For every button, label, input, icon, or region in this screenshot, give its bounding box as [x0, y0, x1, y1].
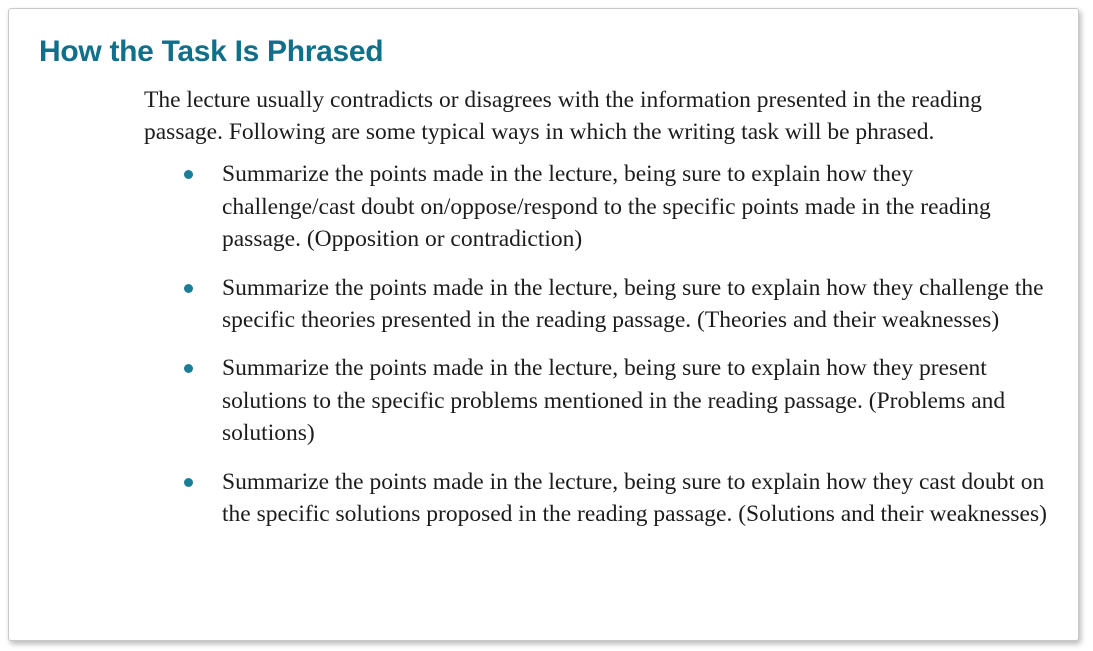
phrasing-list [39, 158, 1052, 530]
list-item [184, 272, 1052, 337]
intro-paragraph: The lecture usually contradicts or disagrees with the information presented in the reading passage. Following are some typical ways in which the writing task will be phrased. [144, 87, 982, 146]
bullet-dot-icon [184, 170, 193, 179]
list-item-text: Summarize the points made in the lecture, being sure to explain how they challenge/cast doubt on/oppose/respond to the specific points made in the reading passage. (Opposition or contradiction) [222, 161, 991, 253]
bullet-dot-icon [184, 364, 193, 373]
bullet-dot-icon [184, 478, 193, 487]
bullet-dot-icon [184, 284, 193, 293]
list-item [184, 466, 1052, 531]
list-item [184, 352, 1052, 449]
list-item-text: Summarize the points made in the lecture, being sure to explain how they present solutions to the specific problems mentioned in the reading passage. (Problems and solutions) [222, 355, 1006, 447]
list-item-text: Summarize the points made in the lecture, being sure to explain how they challenge the specific theories presented in the reading passage. (Theories and their weaknesses) [222, 274, 1044, 334]
page-title: How the Task Is Phrased [39, 35, 384, 68]
list-item-text: Summarize the points made in the lecture, being sure to explain how they cast doubt on the specific solutions proposed in the reading passage. (Solutions and their weaknesses) [222, 468, 1047, 528]
list-item [184, 158, 1052, 255]
content-card [8, 8, 1079, 641]
